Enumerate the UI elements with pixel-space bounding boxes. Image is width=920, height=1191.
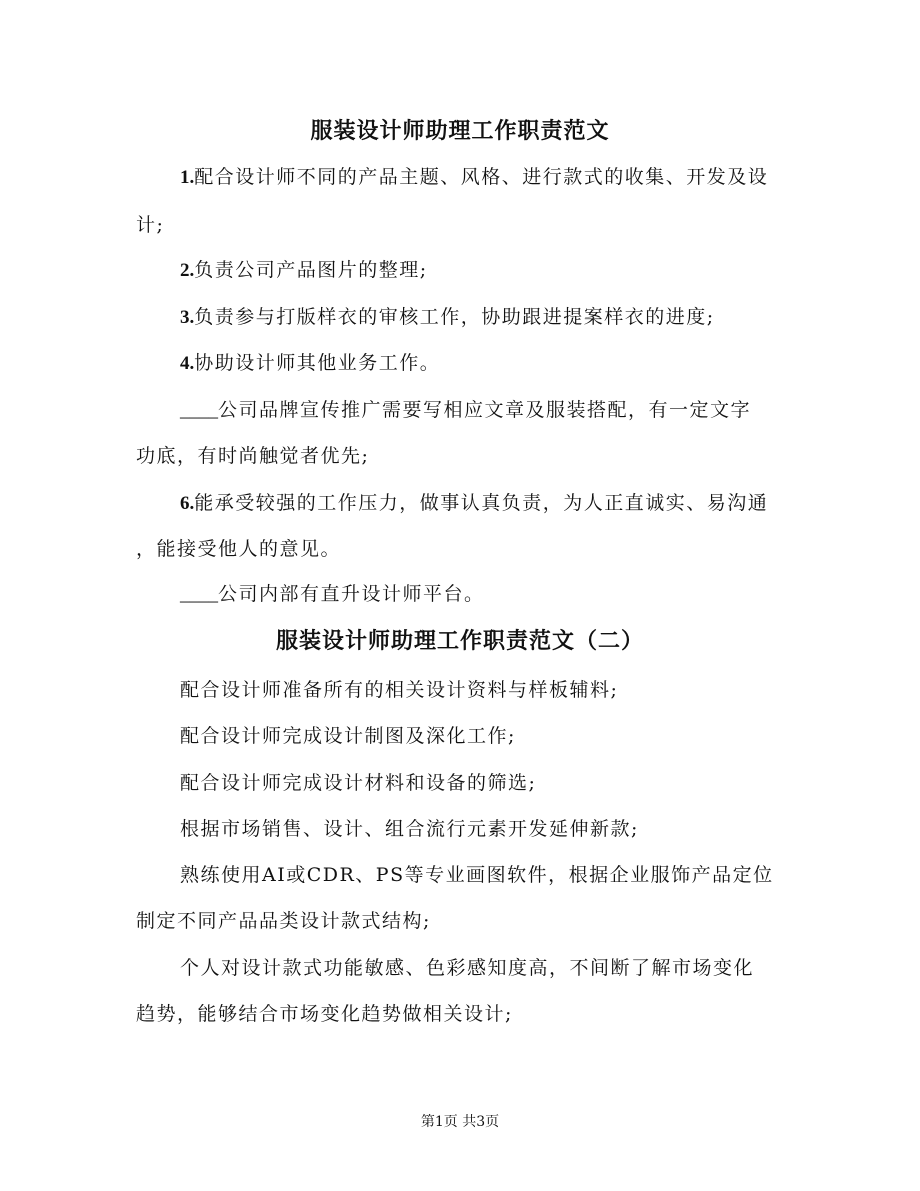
- item-number: 3.: [180, 307, 195, 328]
- item-number: 6.: [180, 493, 195, 514]
- section1-item-7: [180, 580, 485, 609]
- section2-paragraph-5-line-1: 熟练使用AI或CDR、PS等专业画图软件，根据企业服饰产品定位: [180, 864, 774, 886]
- item-text: 公司品牌宣传推广需要写相应文章及服装搭配，有一定文字: [218, 399, 752, 421]
- item-number: 4.: [180, 353, 195, 374]
- item-text: 配合设计师不同的产品主题、风格、进行款式的收集、开发及设: [194, 166, 769, 188]
- item-text: 负责参与打版样衣的审核工作，协助跟进提案样衣的进度;: [194, 306, 715, 328]
- section1-item-1-line-2: 计;: [136, 214, 165, 236]
- item-number: 1.: [180, 167, 195, 188]
- item-text: 协助设计师其他业务工作。: [194, 352, 441, 374]
- section1-item-6-line-1: [180, 489, 768, 518]
- section2-paragraph-6-line-1: 个人对设计款式功能敏感、色彩感知度高，不间断了解市场变化: [180, 957, 755, 979]
- item-text: 能承受较强的工作压力，做事认真负责，为人正直诚实、易沟通: [194, 492, 769, 514]
- section2-paragraph-5-line-2: 制定不同产品品类设计款式结构;: [136, 910, 431, 932]
- section2-paragraph-3: 配合设计师完成设计材料和设备的筛选;: [180, 772, 537, 794]
- blank-underline: ____: [180, 400, 218, 421]
- section1-item-5-line-1: [180, 396, 751, 425]
- section1-item-2: [180, 256, 428, 285]
- section2-paragraph-2: 配合设计师完成设计制图及深化工作;: [180, 725, 516, 747]
- page-footer: 第1页 共3页: [420, 1114, 500, 1130]
- section1-title: 服装设计师助理工作职责范文: [310, 118, 610, 144]
- item-text: 负责公司产品图片的整理;: [194, 259, 428, 281]
- section1-item-6-line-2: ，能接受他人的意见。: [136, 538, 342, 560]
- section1-item-5-line-2: 功底，有时尚触觉者优先;: [136, 445, 370, 467]
- item-text: 公司内部有直升设计师平台。: [218, 583, 485, 605]
- section1-item-3: [180, 303, 715, 332]
- section2-paragraph-4: 根据市场销售、设计、组合流行元素开发延伸新款;: [180, 818, 639, 840]
- section2-title: 服装设计师助理工作职责范文（二）: [275, 628, 644, 654]
- item-number: 2.: [180, 260, 195, 281]
- section2-paragraph-1: 配合设计师准备所有的相关设计资料与样板辅料;: [180, 679, 619, 701]
- section1-item-1-line-1: [180, 163, 768, 192]
- blank-underline: ____: [180, 584, 218, 605]
- section1-item-4: [180, 349, 440, 378]
- section2-paragraph-6-line-2: 趋势，能够结合市场变化趋势做相关设计;: [136, 1003, 513, 1025]
